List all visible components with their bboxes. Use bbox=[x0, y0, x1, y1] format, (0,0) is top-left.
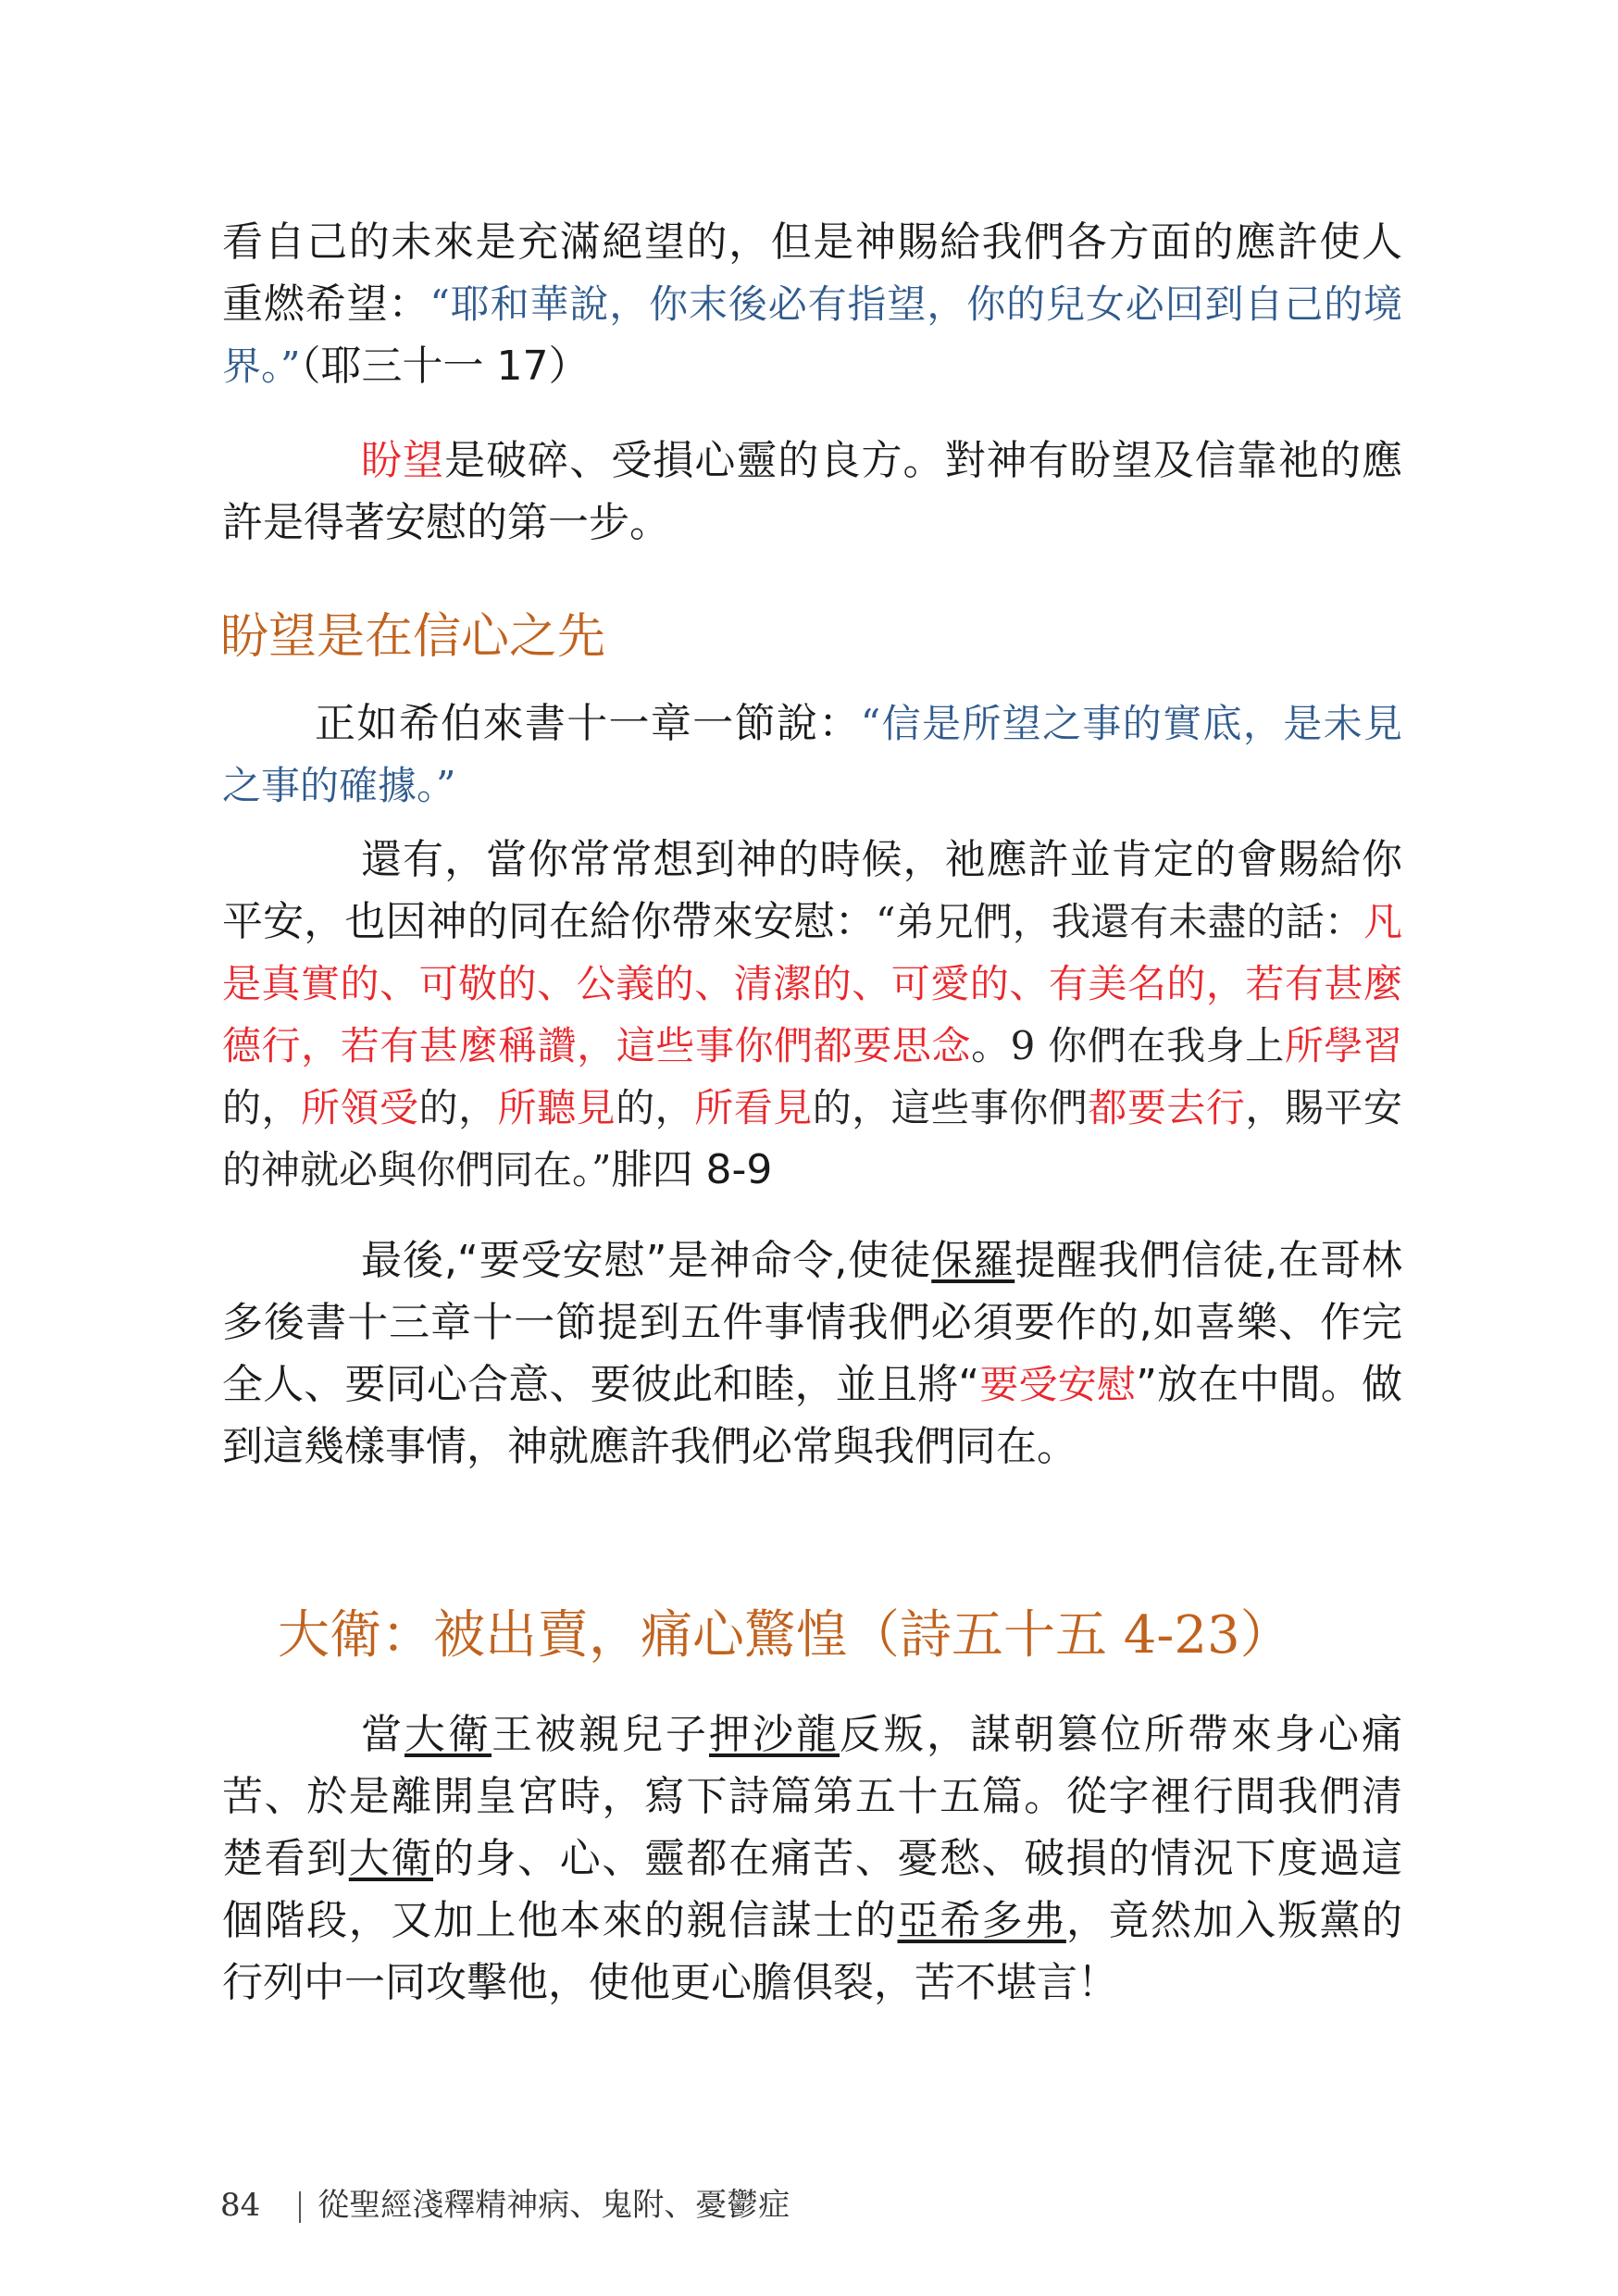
paragraph-text: 正如希伯來書十一章一節說： bbox=[315, 700, 861, 747]
paragraph-text: 看自己的未來是充滿絕望的，但是神賜給我們各方面的應許使人重燃希望： bbox=[222, 218, 1402, 328]
name-absalom: 押沙龍 bbox=[709, 1711, 840, 1758]
scripture-highlight: 凡是真實的、可敬的、公義的、清潔的、可愛的、有美名的，若有甚麼德行，若有甚麼稱讚，這些事你們都要思念 bbox=[222, 899, 1402, 1068]
section-heading-david: 大衛：被出賣，痛心驚惶（詩五十五 4-23） bbox=[278, 1605, 1292, 1666]
paragraph-text: 是破碎、受損心靈的良方。對神有盼望及信靠祂的應許是得著安慰的第一步。 bbox=[222, 437, 1403, 546]
name-ahithophel: 亞希多弗 bbox=[897, 1897, 1066, 1944]
scripture-text: ，賜平安的神就必與你們同在。” bbox=[222, 1085, 1402, 1192]
highlight-hope: 盼望 bbox=[361, 437, 445, 484]
paragraph-text: 的身、心、靈都在痛苦、憂愁、破損的情況下度過這個階段，又加上他本來的親信謀士的 bbox=[222, 1835, 1403, 1944]
paragraph-text: ”放在中間。做到這幾樣事情，神就應許我們必常與我們同在。 bbox=[222, 1361, 1402, 1470]
paragraph-text: 當 bbox=[361, 1711, 404, 1758]
paragraph-text: 王被親兒子 bbox=[492, 1711, 709, 1758]
scripture-quote: “信是所望之事的實底，是未見之事的確據。” bbox=[222, 701, 1402, 808]
scripture-text: 的， bbox=[616, 1085, 695, 1130]
section-heading-hope-before-faith: 盼望是在信心之先 bbox=[220, 609, 606, 665]
scripture-text: 。9 你們在我身上 bbox=[971, 1023, 1285, 1068]
name-david: 大衛 bbox=[348, 1835, 433, 1882]
scripture-text: “弟兄們，我還有未盡的話： bbox=[875, 899, 1363, 944]
paragraph-text: 還有，當你常常想到神的時候，祂應許並肯定的會賜給你平安，也因神的同在給你帶來安慰： bbox=[222, 836, 1402, 945]
paragraph-david-psalm55 bbox=[222, 1703, 1402, 2014]
scripture-highlight: 所學習 bbox=[1284, 1023, 1402, 1068]
scripture-highlight: 所看見 bbox=[694, 1085, 813, 1130]
footer-divider bbox=[299, 2191, 301, 2223]
name-david: 大衛 bbox=[404, 1711, 492, 1758]
scripture-highlight: 所聽見 bbox=[497, 1085, 616, 1130]
page-number: 84 bbox=[220, 2187, 261, 2224]
scripture-reference: 腓四 8-9 bbox=[611, 1146, 773, 1193]
paragraph-text: ，竟然加入叛黨的行列中一同攻擊他，使他更心膽俱裂，苦不堪言！ bbox=[222, 1897, 1403, 2006]
paragraph-hebrews-quote bbox=[222, 693, 1402, 817]
paragraph-text: 提醒我們信徒,在哥林多後書十三章十一節提到五件事情我們必須要作的,如喜樂、作完全人、要同心合意、要彼此和睦，並且將“ bbox=[222, 1237, 1403, 1408]
paragraph-hope-remedy bbox=[222, 430, 1402, 554]
name-paul: 保羅 bbox=[931, 1237, 1015, 1284]
paragraph-hope-promise bbox=[222, 211, 1402, 397]
highlight-be-comforted: 要受安慰 bbox=[979, 1362, 1137, 1407]
paragraph-text: 最後,“要受安慰”是神命令,使徒 bbox=[361, 1237, 932, 1284]
paragraph-philippians-quote bbox=[222, 829, 1402, 1201]
scripture-quote: “耶和華說，你末後必有指望，你的兒女必回到自己的境界。” bbox=[222, 281, 1402, 389]
scripture-text: 的， bbox=[418, 1085, 498, 1130]
scripture-reference: （耶三十一 17） bbox=[300, 343, 590, 390]
paragraph-text: 反叛，謀朝篡位所帶來身心痛苦、於是離開皇宮時，寫下詩篇第五十五篇。從字裡行間我們清楚看到 bbox=[222, 1711, 1402, 1882]
scripture-text: 的，這些事你們 bbox=[812, 1085, 1089, 1130]
paragraph-be-comforted bbox=[222, 1229, 1402, 1478]
scripture-text: 的， bbox=[222, 1085, 302, 1130]
book-title: 從聖經淺釋精神病、鬼附、憂鬱症 bbox=[317, 2187, 790, 2224]
scripture-highlight: 所領受 bbox=[301, 1085, 419, 1130]
page-footer bbox=[220, 2179, 790, 2225]
scripture-highlight: 都要去行 bbox=[1088, 1085, 1246, 1130]
